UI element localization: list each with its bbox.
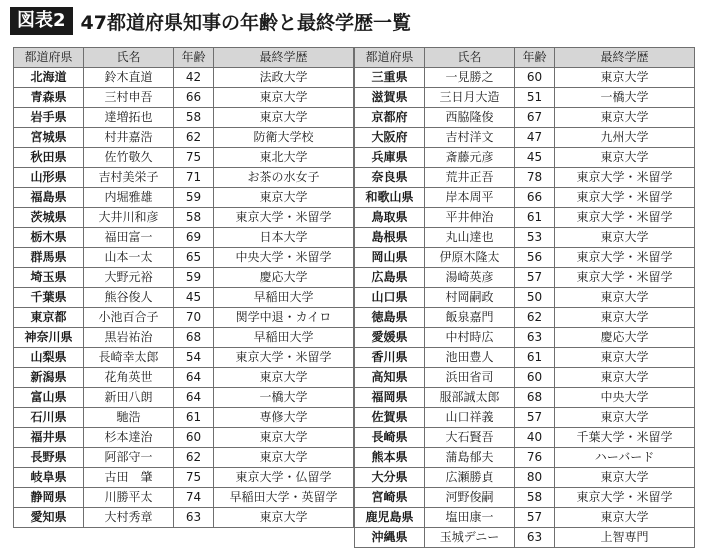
table-row [355,428,695,448]
table-row [355,488,695,508]
prefecture-cell: 茨城県 [14,208,84,228]
age-cell: 69 [174,228,214,248]
education-cell: 東京大学・米留学 [555,268,695,288]
table-row [355,248,695,268]
education-cell: 早稲田大学 [214,288,354,308]
education-cell: お茶の水女子 [214,168,354,188]
governor-name-cell: 河野俊嗣 [425,488,515,508]
governor-name-cell: 伊原木隆太 [425,248,515,268]
governor-name-cell: 池田豊人 [425,348,515,368]
governor-name-cell: 浜田省司 [425,368,515,388]
table-header-row [14,48,354,68]
table-row [355,468,695,488]
age-cell: 57 [515,408,555,428]
governor-name-cell: 花角英世 [84,368,174,388]
table-row [355,448,695,468]
education-cell: 日本大学 [214,228,354,248]
header-education: 最終学歴 [555,48,695,68]
prefecture-cell: 長野県 [14,448,84,468]
prefecture-cell: 佐賀県 [355,408,425,428]
header-name: 氏名 [425,48,515,68]
table-row [14,488,354,508]
education-cell: 東北大学 [214,148,354,168]
governor-name-cell: 新田八朗 [84,388,174,408]
table-row [355,128,695,148]
header-age: 年齢 [174,48,214,68]
education-cell: 中央大学・米留学 [214,248,354,268]
age-cell: 53 [515,228,555,248]
prefecture-cell: 宮崎県 [355,488,425,508]
governor-name-cell: 荒井正吾 [425,168,515,188]
governor-name-cell: 鈴木直道 [84,68,174,88]
age-cell: 60 [515,368,555,388]
age-cell: 59 [174,268,214,288]
table-row [14,168,354,188]
prefecture-cell: 静岡県 [14,488,84,508]
table-row [355,388,695,408]
education-cell: 東京大学 [555,508,695,528]
prefecture-cell: 秋田県 [14,148,84,168]
age-cell: 45 [174,288,214,308]
table-row [14,408,354,428]
prefecture-cell: 鳥取県 [355,208,425,228]
table-row [14,148,354,168]
age-cell: 51 [515,88,555,108]
education-cell: 東京大学・米留学 [555,248,695,268]
prefecture-cell: 愛知県 [14,508,84,528]
governor-name-cell: 山口祥義 [425,408,515,428]
age-cell: 59 [174,188,214,208]
prefecture-cell: 島根県 [355,228,425,248]
prefecture-cell: 岐阜県 [14,468,84,488]
education-cell: 東京大学 [214,88,354,108]
prefecture-cell: 長崎県 [355,428,425,448]
governor-name-cell: 杉本達治 [84,428,174,448]
age-cell: 75 [174,468,214,488]
prefecture-cell: 沖縄県 [355,528,425,548]
governor-name-cell: 玉城デニー [425,528,515,548]
education-cell: 関学中退・カイロ [214,308,354,328]
prefecture-cell: 青森県 [14,88,84,108]
prefecture-cell: 新潟県 [14,368,84,388]
governor-name-cell: 服部誠太郎 [425,388,515,408]
table-row [355,328,695,348]
age-cell: 75 [174,148,214,168]
age-cell: 40 [515,428,555,448]
education-cell: 慶応大学 [555,328,695,348]
governor-name-cell: 長崎幸太郎 [84,348,174,368]
prefecture-cell: 滋賀県 [355,88,425,108]
figure-title: 47都道府県知事の年齢と最終学歴一覧 [80,11,411,34]
education-cell: 東京大学 [214,428,354,448]
prefecture-cell: 奈良県 [355,168,425,188]
governor-name-cell: 内堀雅雄 [84,188,174,208]
age-cell: 60 [515,68,555,88]
age-cell: 68 [515,388,555,408]
education-cell: 東京大学 [214,448,354,468]
table-row [14,68,354,88]
governor-name-cell: 三村申吾 [84,88,174,108]
table-row [355,288,695,308]
governor-name-cell: 蒲島郁夫 [425,448,515,468]
header-education: 最終学歴 [214,48,354,68]
age-cell: 60 [174,428,214,448]
age-cell: 74 [174,488,214,508]
table-row [14,388,354,408]
education-cell: 東京大学 [555,408,695,428]
governor-name-cell: 村井嘉浩 [84,128,174,148]
table-row [355,168,695,188]
age-cell: 61 [515,208,555,228]
age-cell: 76 [515,448,555,468]
governor-name-cell: 黒岩祐治 [84,328,174,348]
age-cell: 66 [515,188,555,208]
education-cell: 九州大学 [555,128,695,148]
education-cell: 一橋大学 [555,88,695,108]
figure-number-badge: 図表2 [10,7,73,35]
governor-name-cell: 斎藤元彦 [425,148,515,168]
governor-name-cell: 塩田康一 [425,508,515,528]
education-cell: 東京大学・米留学 [214,208,354,228]
prefecture-cell: 埼玉県 [14,268,84,288]
governor-name-cell: 熊谷俊人 [84,288,174,308]
table-row [14,468,354,488]
education-cell: 東京大学 [555,468,695,488]
prefecture-cell: 東京都 [14,308,84,328]
prefecture-cell: 高知県 [355,368,425,388]
table-row [355,228,695,248]
education-cell: 東京大学・米留学 [555,488,695,508]
education-cell: 東京大学・仏留学 [214,468,354,488]
age-cell: 71 [174,168,214,188]
education-cell: 東京大学 [555,108,695,128]
education-cell: 防衛大学校 [214,128,354,148]
education-cell: 早稲田大学 [214,328,354,348]
table-body-right [355,68,695,548]
age-cell: 56 [515,248,555,268]
governor-name-cell: 丸山達也 [425,228,515,248]
table-row [14,268,354,288]
prefecture-cell: 福島県 [14,188,84,208]
table-row [14,308,354,328]
age-cell: 67 [515,108,555,128]
prefecture-cell: 山梨県 [14,348,84,368]
table-row [355,308,695,328]
prefecture-cell: 千葉県 [14,288,84,308]
governor-name-cell: 村岡嗣政 [425,288,515,308]
governor-name-cell: 山本一太 [84,248,174,268]
figure-header [10,6,411,36]
education-cell: 東京大学 [555,308,695,328]
governor-name-cell: 岸本周平 [425,188,515,208]
education-cell: 東京大学 [555,288,695,308]
age-cell: 63 [174,508,214,528]
table-row [14,328,354,348]
header-name: 氏名 [84,48,174,68]
governor-name-cell: 川勝平太 [84,488,174,508]
prefecture-cell: 宮城県 [14,128,84,148]
governor-name-cell: 大野元裕 [84,268,174,288]
table-row [14,508,354,528]
table-row [14,108,354,128]
governor-name-cell: 広瀬勝貞 [425,468,515,488]
table-row [14,248,354,268]
governor-name-cell: 一見勝之 [425,68,515,88]
table-row [355,68,695,88]
prefecture-cell: 愛媛県 [355,328,425,348]
prefecture-cell: 広島県 [355,268,425,288]
age-cell: 63 [515,328,555,348]
age-cell: 78 [515,168,555,188]
prefecture-cell: 北海道 [14,68,84,88]
prefecture-cell: 岩手県 [14,108,84,128]
education-cell: 東京大学 [555,68,695,88]
education-cell: 東京大学 [555,148,695,168]
education-cell: 上智専門 [555,528,695,548]
education-cell: 東京大学 [214,108,354,128]
age-cell: 58 [174,108,214,128]
header-prefecture: 都道府県 [355,48,425,68]
prefecture-cell: 熊本県 [355,448,425,468]
prefecture-cell: 山口県 [355,288,425,308]
education-cell: 東京大学 [555,368,695,388]
governor-name-cell: 湯崎英彦 [425,268,515,288]
prefecture-cell: 香川県 [355,348,425,368]
age-cell: 80 [515,468,555,488]
governor-name-cell: 阿部守一 [84,448,174,468]
age-cell: 62 [174,448,214,468]
education-cell: 一橋大学 [214,388,354,408]
age-cell: 54 [174,348,214,368]
governor-name-cell: 平井伸治 [425,208,515,228]
table-row [355,528,695,548]
table-row [355,268,695,288]
table-row [355,108,695,128]
prefecture-cell: 栃木県 [14,228,84,248]
table-row [14,428,354,448]
table-row [14,188,354,208]
governor-name-cell: 飯泉嘉門 [425,308,515,328]
table-row [14,208,354,228]
prefecture-cell: 山形県 [14,168,84,188]
governor-name-cell: 吉村美栄子 [84,168,174,188]
prefecture-cell: 大阪府 [355,128,425,148]
age-cell: 58 [174,208,214,228]
age-cell: 64 [174,388,214,408]
education-cell: 千葉大学・米留学 [555,428,695,448]
prefecture-cell: 群馬県 [14,248,84,268]
table-row [355,348,695,368]
governor-name-cell: 達増拓也 [84,108,174,128]
age-cell: 42 [174,68,214,88]
prefecture-cell: 富山県 [14,388,84,408]
age-cell: 62 [174,128,214,148]
age-cell: 62 [515,308,555,328]
prefecture-cell: 福岡県 [355,388,425,408]
age-cell: 64 [174,368,214,388]
table-body-left [14,68,354,528]
age-cell: 63 [515,528,555,548]
prefecture-cell: 兵庫県 [355,148,425,168]
governor-name-cell: 福田富一 [84,228,174,248]
governor-name-cell: 中村時広 [425,328,515,348]
education-cell: 専修大学 [214,408,354,428]
table-row [355,208,695,228]
header-age: 年齢 [515,48,555,68]
prefecture-cell: 徳島県 [355,308,425,328]
education-cell: 東京大学 [555,348,695,368]
table-row [355,88,695,108]
prefecture-cell: 京都府 [355,108,425,128]
education-cell: 東京大学・米留学 [555,208,695,228]
governor-name-cell: 古田 肇 [84,468,174,488]
prefecture-cell: 和歌山県 [355,188,425,208]
table-row [355,408,695,428]
prefecture-cell: 大分県 [355,468,425,488]
prefecture-cell: 石川県 [14,408,84,428]
age-cell: 70 [174,308,214,328]
education-cell: 中央大学 [555,388,695,408]
education-cell: 法政大学 [214,68,354,88]
education-cell: 早稲田大学・英留学 [214,488,354,508]
age-cell: 45 [515,148,555,168]
table-row [355,148,695,168]
governor-name-cell: 吉村洋文 [425,128,515,148]
table-row [355,188,695,208]
governor-table-right [354,47,695,548]
table-row [14,228,354,248]
age-cell: 61 [174,408,214,428]
table-row [14,368,354,388]
governor-name-cell: 西脇隆俊 [425,108,515,128]
age-cell: 47 [515,128,555,148]
education-cell: 東京大学 [214,508,354,528]
age-cell: 57 [515,508,555,528]
governor-name-cell: 佐竹敬久 [84,148,174,168]
education-cell: 東京大学・米留学 [555,188,695,208]
education-cell: 東京大学 [555,228,695,248]
governor-table-left [13,47,354,528]
table-header-row [355,48,695,68]
table-row [355,368,695,388]
table-row [14,128,354,148]
table-row [14,448,354,468]
age-cell: 68 [174,328,214,348]
education-cell: ハーバード [555,448,695,468]
education-cell: 東京大学 [214,188,354,208]
governor-name-cell: 三日月大造 [425,88,515,108]
age-cell: 50 [515,288,555,308]
governor-name-cell: 大村秀章 [84,508,174,528]
education-cell: 東京大学・米留学 [214,348,354,368]
age-cell: 57 [515,268,555,288]
age-cell: 58 [515,488,555,508]
governor-name-cell: 小池百合子 [84,308,174,328]
education-cell: 慶応大学 [214,268,354,288]
table-row [14,88,354,108]
governor-name-cell: 大石賢吾 [425,428,515,448]
header-prefecture: 都道府県 [14,48,84,68]
governor-name-cell: 馳浩 [84,408,174,428]
prefecture-cell: 神奈川県 [14,328,84,348]
prefecture-cell: 鹿児島県 [355,508,425,528]
education-cell: 東京大学 [214,368,354,388]
governor-name-cell: 大井川和彦 [84,208,174,228]
table-row [355,508,695,528]
age-cell: 66 [174,88,214,108]
age-cell: 65 [174,248,214,268]
education-cell: 東京大学・米留学 [555,168,695,188]
prefecture-cell: 三重県 [355,68,425,88]
prefecture-cell: 福井県 [14,428,84,448]
table-row [14,348,354,368]
prefecture-cell: 岡山県 [355,248,425,268]
table-row [14,288,354,308]
age-cell: 61 [515,348,555,368]
